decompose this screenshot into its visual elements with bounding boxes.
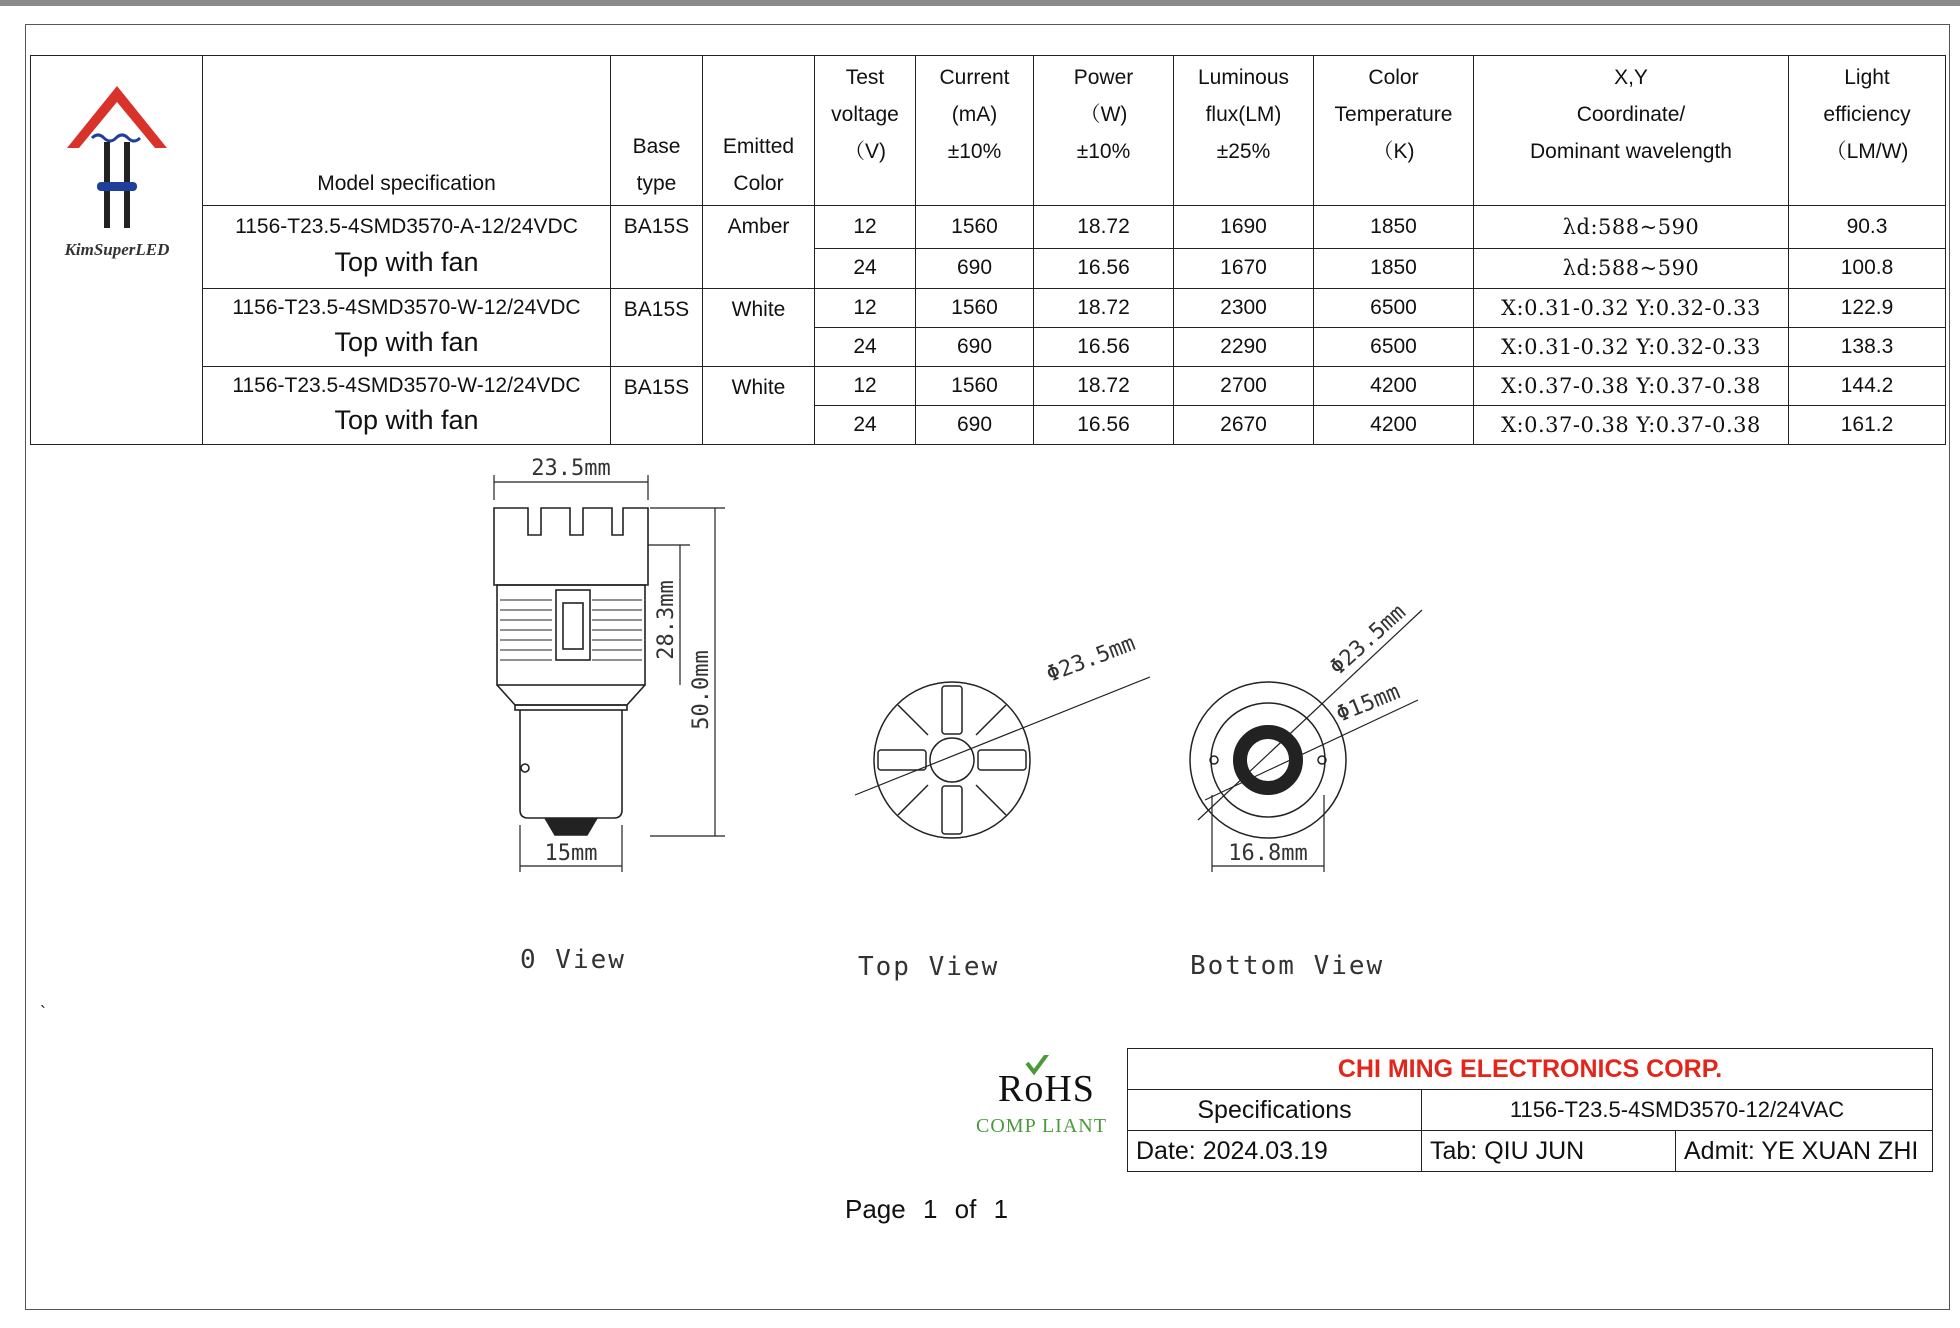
xy-cell: X:0.31-0.32 Y:0.32-0.33 — [1474, 328, 1789, 367]
color-cell: White — [703, 367, 815, 445]
temp-cell: 4200 — [1314, 367, 1474, 406]
power-cell: 16.56 — [1034, 328, 1174, 367]
model-cell: 1156-T23.5-4SMD3570-W-12/24VDC Top with fan — [203, 289, 611, 367]
top-diameter-dim: Φ23.5mm — [1043, 631, 1139, 688]
side-base-dim: 15mm — [544, 841, 598, 866]
table-row — [31, 367, 1946, 406]
flux-cell: 2670 — [1174, 406, 1314, 445]
header-current: Current (mA) ±10% — [916, 56, 1034, 206]
current-cell: 690 — [916, 406, 1034, 445]
spec-value: 1156-T23.5-4SMD3570-12/24VAC — [1422, 1090, 1933, 1131]
xy-cell: λd:588~590 — [1474, 249, 1789, 289]
rohs-compliant-text: COMP LIANT — [976, 1115, 1107, 1137]
voltage-cell: 12 — [815, 289, 916, 328]
header-model: Model specification — [203, 56, 611, 206]
title-block — [1127, 1048, 1933, 1172]
header-color: Emitted Color — [703, 56, 815, 206]
date-field: Date: 2024.03.19 — [1128, 1131, 1422, 1172]
current-cell: 1560 — [916, 206, 1034, 249]
temp-cell: 6500 — [1314, 289, 1474, 328]
xy-cell: X:0.37-0.38 Y:0.37-0.38 — [1474, 367, 1789, 406]
eff-cell: 100.8 — [1789, 249, 1946, 289]
header-voltage: Test voltage （V) — [815, 56, 916, 206]
power-cell: 18.72 — [1034, 289, 1174, 328]
header-temp: Color Temperature （K) — [1314, 56, 1474, 206]
flux-cell: 2300 — [1174, 289, 1314, 328]
logo-cell — [31, 56, 203, 445]
side-view-label: 0 View — [520, 945, 626, 975]
table-header-row — [31, 56, 1946, 206]
temp-cell: 1850 — [1314, 249, 1474, 289]
flux-cell: 2290 — [1174, 328, 1314, 367]
top-border-bar — [0, 0, 1960, 6]
kimsuperled-logo — [42, 56, 192, 266]
current-cell: 690 — [916, 328, 1034, 367]
header-xy: X,Y Coordinate/ Dominant wavelength — [1474, 56, 1789, 206]
base-cell: BA15S — [611, 367, 703, 445]
current-cell: 1560 — [916, 289, 1034, 328]
voltage-cell: 12 — [815, 206, 916, 249]
power-cell: 16.56 — [1034, 406, 1174, 445]
spec-label: Specifications — [1128, 1090, 1422, 1131]
bottom-outer-diameter-dim: Φ23.5mm — [1325, 599, 1411, 681]
header-eff: Light efficiency （LM/W) — [1789, 56, 1946, 206]
eff-cell: 122.9 — [1789, 289, 1946, 328]
eff-cell: 161.2 — [1789, 406, 1946, 445]
model-cell: 1156-T23.5-4SMD3570-W-12/24VDC Top with fan — [203, 367, 611, 445]
voltage-cell: 24 — [815, 249, 916, 289]
page-number: Page 1 of 1 — [845, 1194, 1009, 1224]
power-cell: 18.72 — [1034, 206, 1174, 249]
temp-cell: 4200 — [1314, 406, 1474, 445]
power-cell: 16.56 — [1034, 249, 1174, 289]
voltage-cell: 12 — [815, 367, 916, 406]
eff-cell: 144.2 — [1789, 367, 1946, 406]
side-width-dim: 23.5mm — [531, 456, 611, 481]
base-cell: BA15S — [611, 206, 703, 289]
voltage-cell: 24 — [815, 328, 916, 367]
voltage-cell: 24 — [815, 406, 916, 445]
company-name: CHI MING ELECTRONICS CORP. — [1128, 1049, 1933, 1090]
base-cell: BA15S — [611, 289, 703, 367]
temp-cell: 6500 — [1314, 328, 1474, 367]
current-cell: 1560 — [916, 367, 1034, 406]
bottom-width-dim: 16.8mm — [1228, 841, 1308, 866]
flux-cell: 1670 — [1174, 249, 1314, 289]
technical-drawings — [0, 450, 1960, 1010]
rohs-text: RoHS — [998, 1068, 1095, 1110]
temp-cell: 1850 — [1314, 206, 1474, 249]
bottom-view-label: Bottom View — [1190, 951, 1385, 981]
top-view-drawing — [855, 677, 1150, 838]
color-cell: Amber — [703, 206, 815, 289]
current-cell: 690 — [916, 249, 1034, 289]
table-row — [31, 206, 1946, 249]
table-row — [31, 289, 1946, 328]
xy-cell: X:0.31-0.32 Y:0.32-0.33 — [1474, 289, 1789, 328]
bottom-view-drawing — [1190, 610, 1422, 872]
stray-mark: ` — [40, 1003, 46, 1023]
power-cell: 18.72 — [1034, 367, 1174, 406]
logo-text: KimSuperLED — [64, 240, 169, 259]
admit-field: Admit: YE XUAN ZHI — [1676, 1131, 1933, 1172]
tab-field: Tab: QIU JUN — [1422, 1131, 1676, 1172]
model-cell: 1156-T23.5-4SMD3570-A-12/24VDC Top with fan — [203, 206, 611, 289]
header-flux: Luminous flux(LM) ±25% — [1174, 56, 1314, 206]
side-height-top-dim: 28.3mm — [654, 580, 679, 660]
bottom-inner-diameter-dim: Φ15mm — [1332, 679, 1404, 728]
spec-table — [30, 55, 1946, 445]
eff-cell: 90.3 — [1789, 206, 1946, 249]
eff-cell: 138.3 — [1789, 328, 1946, 367]
color-cell: White — [703, 289, 815, 367]
side-height-total-dim: 50.0mm — [689, 650, 714, 730]
flux-cell: 1690 — [1174, 206, 1314, 249]
header-base: Base type — [611, 56, 703, 206]
rohs-badge — [950, 1055, 1120, 1145]
flux-cell: 2700 — [1174, 367, 1314, 406]
header-power: Power （W) ±10% — [1034, 56, 1174, 206]
xy-cell: X:0.37-0.38 Y:0.37-0.38 — [1474, 406, 1789, 445]
xy-cell: λd:588~590 — [1474, 206, 1789, 249]
top-view-label: Top View — [858, 952, 1000, 982]
